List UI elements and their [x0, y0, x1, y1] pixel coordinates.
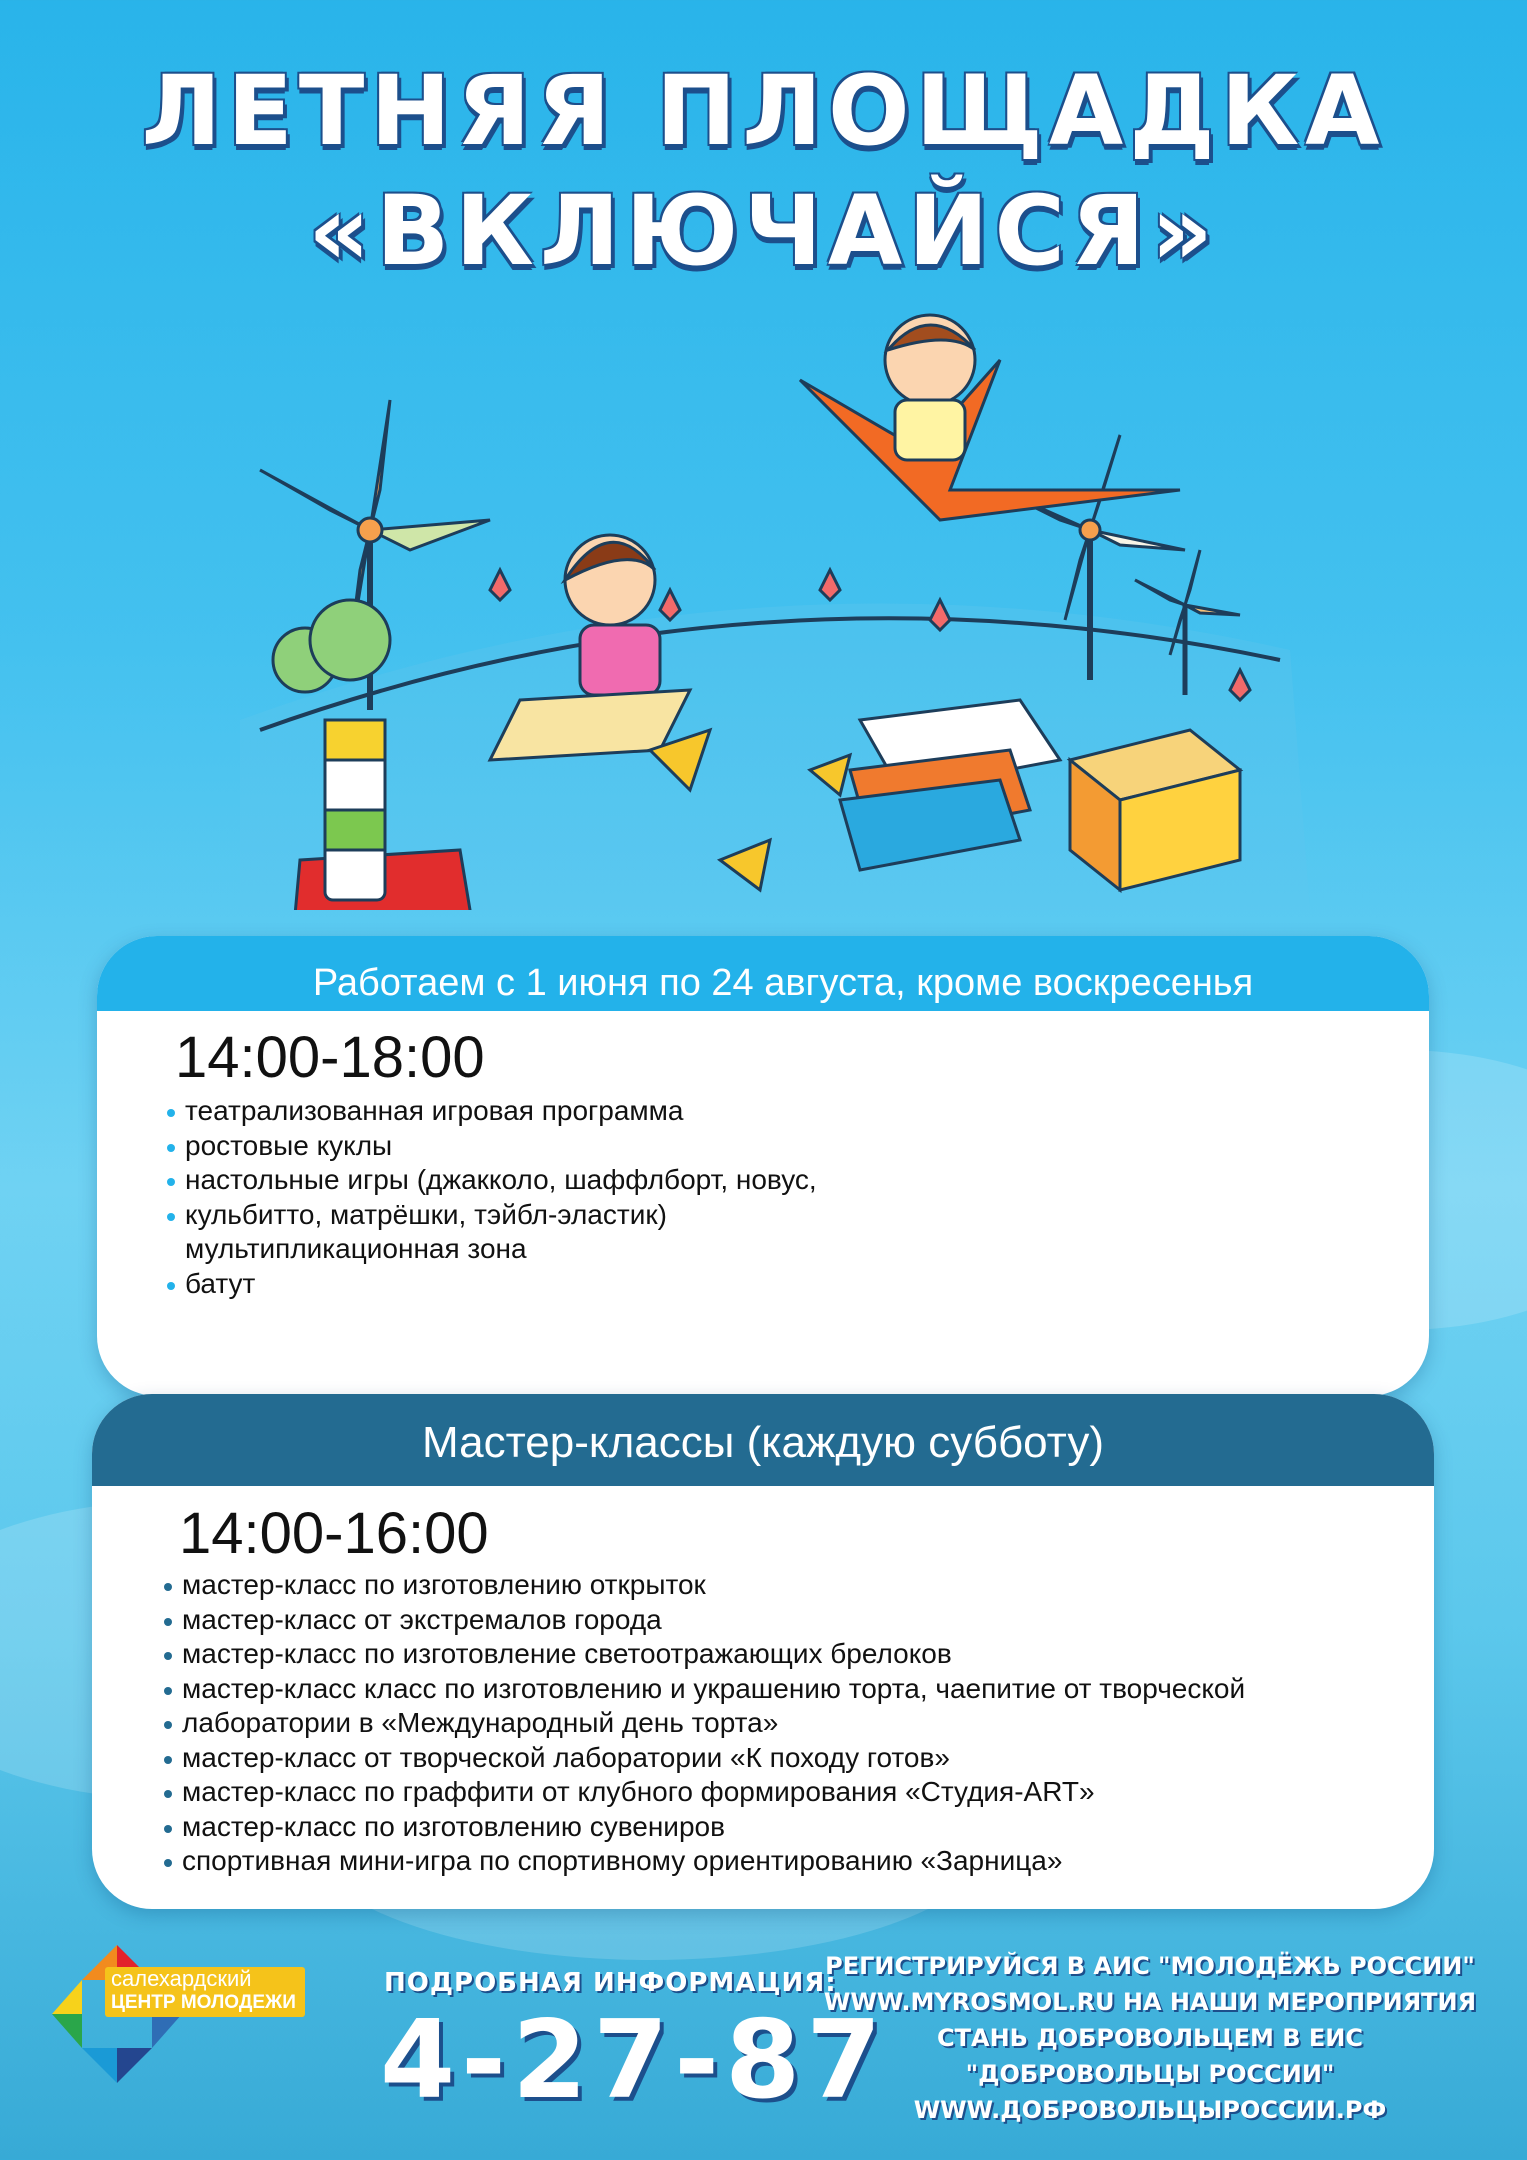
list-item: спортивная мини-игра по спортивному ориентированию «Зарница»: [164, 1844, 1245, 1879]
boy-on-crane: [800, 315, 1180, 520]
registration-info: РЕГИСТРИРУЙСЯ В АИС "МОЛОДЁЖЬ РОССИИ" WWW.MYROSMOL.RU НА НАШИ МЕРОПРИЯТИЯ СТАНЬ ДОБРОВОЛЬЦЕМ В ЕИС "ДОБРОВОЛЬЦЫ РОССИИ" WWW.ДОБРОВОЛЬЦЫРОССИИ.РФ: [823, 1952, 1477, 2124]
poster-title-line1: ЛЕТНЯЯ ПЛОЩАДКА: [141, 55, 1386, 167]
list-item: кульбитто, матрёшки, тэйбл-эластик): [167, 1198, 817, 1233]
masterclasses-card: [92, 1394, 1434, 1909]
schedule-time: 14:00-18:00: [175, 1025, 485, 1090]
list-item: мультипликационная зона: [185, 1233, 527, 1264]
phone-number: 4-27-87: [380, 1998, 888, 2123]
craft-box: [1070, 730, 1240, 890]
list-item: настольные игры (джакколо, шаффлборт, новус,: [167, 1163, 817, 1198]
youth-center-logo-text: салехардский ЦЕНТР МОЛОДЕЖИ: [105, 1967, 305, 2017]
tulip-icon: [490, 570, 510, 600]
tree-icon: [310, 600, 390, 680]
masterclasses-time: 14:00-16:00: [179, 1501, 489, 1566]
masterclasses-list: [164, 1568, 1245, 1879]
poster-title-line2: «ВКЛЮЧАЙСЯ»: [308, 175, 1219, 287]
info-label: ПОДРОБНАЯ ИНФОРМАЦИЯ:: [384, 1968, 837, 1998]
list-item: мастер-класс по изготовлению открыток: [164, 1568, 1245, 1603]
schedule-list: [167, 1094, 817, 1301]
list-item: театрализованная игровая программа: [167, 1094, 817, 1129]
masterclasses-header: Мастер-классы (каждую субботу): [92, 1394, 1434, 1486]
list-item: мастер-класс от экстремалов города: [164, 1603, 1245, 1638]
list-item: лаборатории в «Международный день торта»: [164, 1706, 1245, 1741]
list-item: батут: [167, 1267, 817, 1302]
list-item: мастер-класс класс по изготовлению и украшению торта, чаепитие от творческой: [164, 1672, 1245, 1707]
list-item: мастер-класс от творческой лаборатории «К походу готов»: [164, 1741, 1245, 1776]
schedule-header: Работаем с 1 июня по 24 августа, кроме воскресенья: [97, 936, 1429, 1011]
schedule-card: [97, 936, 1429, 1396]
list-item: мастер-класс по граффити от клубного формирования «Студия-ART»: [164, 1775, 1245, 1810]
list-item: мастер-класс по изготовлению сувениров: [164, 1810, 1245, 1845]
list-item: ростовые куклы: [167, 1129, 817, 1164]
tulip-icon: [820, 570, 840, 600]
list-item: мастер-класс по изготовление светоотражающих брелоков: [164, 1637, 1245, 1672]
children-crafts-illustration: [240, 300, 1310, 910]
